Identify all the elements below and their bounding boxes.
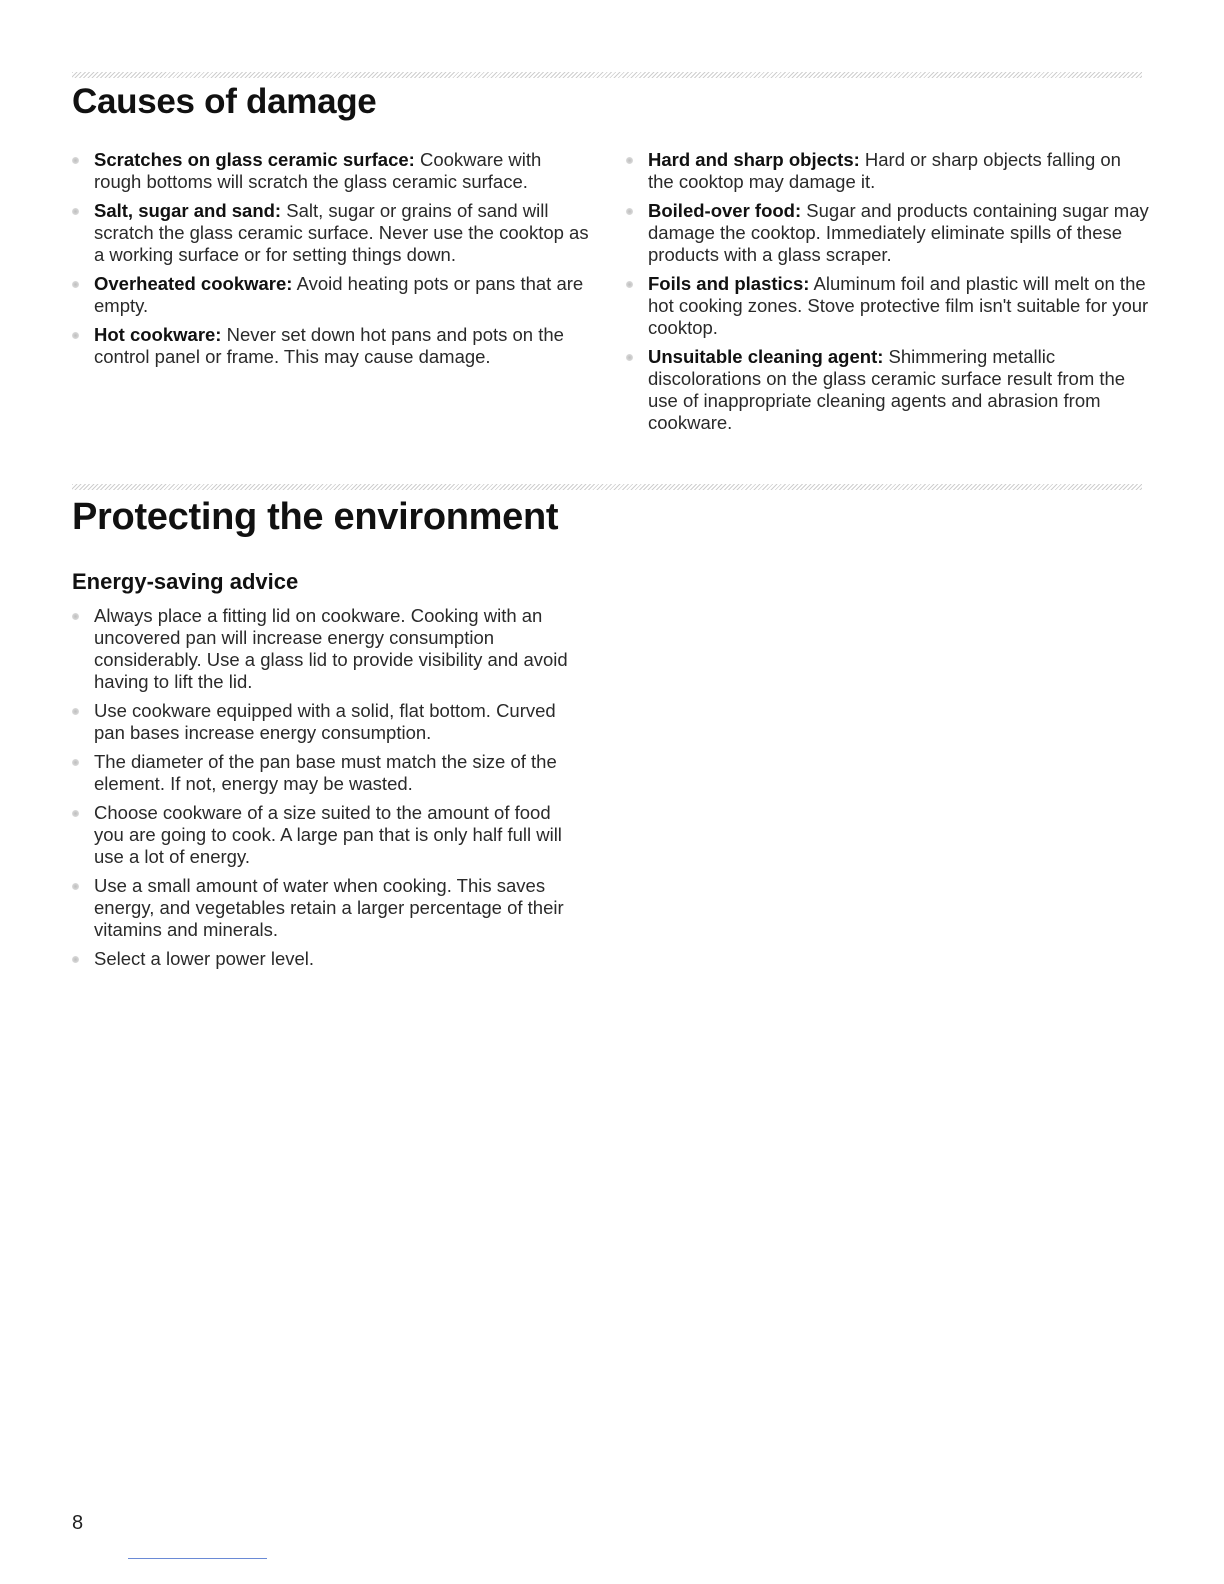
- bullet-icon: [72, 332, 79, 339]
- list-item: Use a small amount of water when cooking. This saves energy, and vegetables retain a larger percentage of their vitamins and minerals.: [72, 875, 584, 941]
- bullet-icon: [72, 956, 79, 963]
- list-item: Unsuitable cleaning agent: Shimmering metallic discolorations on the glass ceramic surface result from the use of inappropriate cleaning agents and abrasion from cookware.: [626, 346, 1151, 434]
- bullet-icon: [72, 708, 79, 715]
- bullet-icon: [626, 281, 633, 288]
- list-item: Hot cookware: Never set down hot pans and pots on the control panel or frame. This may cause damage.: [72, 324, 592, 368]
- list-item: The diameter of the pan base must match the size of the element. If not, energy may be wasted.: [72, 751, 584, 795]
- list-item: Boiled-over food: Sugar and products containing sugar may damage the cooktop. Immediately eliminate spills of these products with a glass scraper.: [626, 200, 1151, 266]
- list-item: Overheated cookware: Avoid heating pots or pans that are empty.: [72, 273, 592, 317]
- bullet-icon: [626, 208, 633, 215]
- bullet-icon: [72, 613, 79, 620]
- causes-list-left: [72, 149, 592, 375]
- list-item: Foils and plastics: Aluminum foil and plastic will melt on the hot cooking zones. Stove protective film isn't suitable for your cooktop.: [626, 273, 1151, 339]
- bullet-icon: [626, 354, 633, 361]
- bullet-icon: [72, 883, 79, 890]
- list-item: Salt, sugar and sand: Salt, sugar or grains of sand will scratch the glass ceramic surface. Never use the cooktop as a working surface or for setting things down.: [72, 200, 592, 266]
- list-item: Always place a fitting lid on cookware. Cooking with an uncovered pan will increase energy consumption considerably. Use a glass lid to provide visibility and avoid having to lift the lid.: [72, 605, 584, 693]
- bullet-icon: [72, 157, 79, 164]
- bullet-icon: [72, 759, 79, 766]
- bullet-icon: [72, 208, 79, 215]
- list-item: Select a lower power level.: [72, 948, 584, 970]
- page-number: 8: [72, 1512, 84, 1534]
- causes-of-damage-heading: Causes of damage: [72, 82, 377, 121]
- energy-saving-subheading: Energy-saving advice: [72, 569, 299, 594]
- bullet-icon: [72, 281, 79, 288]
- section-divider: [72, 72, 1142, 78]
- bullet-icon: [626, 157, 633, 164]
- bullet-icon: [72, 810, 79, 817]
- energy-saving-list: [72, 605, 584, 977]
- list-item: Choose cookware of a size suited to the amount of food you are going to cook. A large pan that is only half full will use a lot of energy.: [72, 802, 584, 868]
- footer-link-line: [128, 1558, 267, 1559]
- list-item: Use cookware equipped with a solid, flat bottom. Curved pan bases increase energy consumption.: [72, 700, 584, 744]
- list-item: Hard and sharp objects: Hard or sharp objects falling on the cooktop may damage it.: [626, 149, 1151, 193]
- section-divider: [72, 484, 1142, 490]
- protecting-environment-heading: Protecting the environment: [72, 496, 559, 538]
- causes-list-right: [626, 149, 1151, 441]
- list-item: Scratches on glass ceramic surface: Cookware with rough bottoms will scratch the glass ceramic surface.: [72, 149, 592, 193]
